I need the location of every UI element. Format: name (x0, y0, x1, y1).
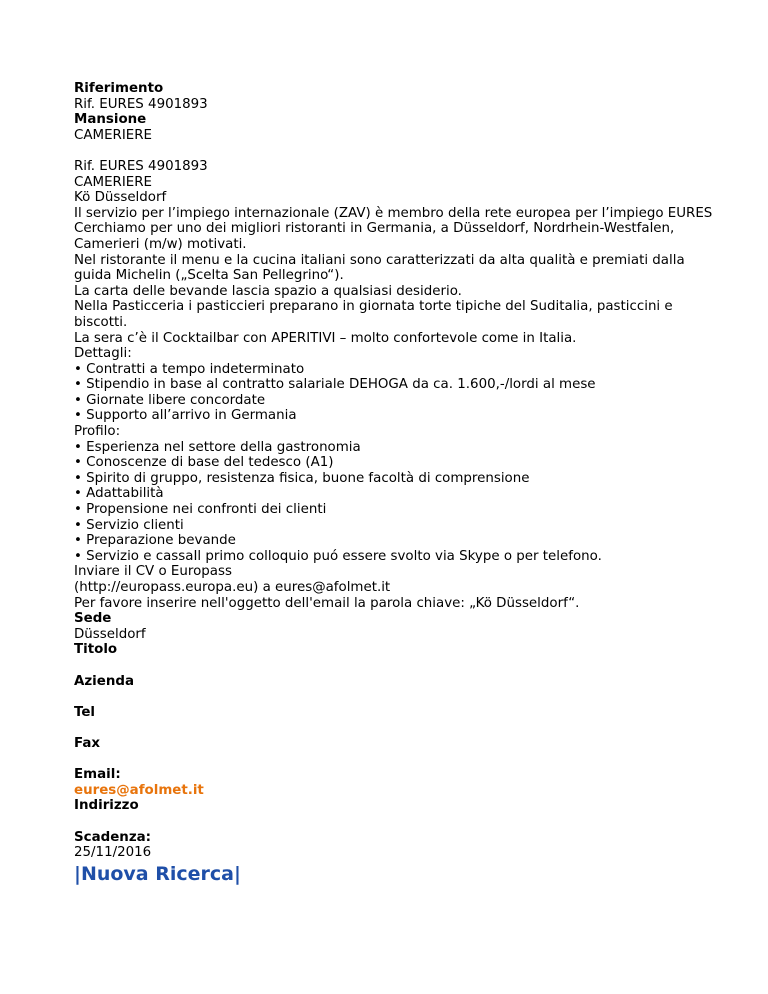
mansione-value: CAMERIERE (74, 127, 153, 143)
fax-label: Fax (74, 735, 101, 751)
description-line: Per favore inserire nell'oggetto dell'email la parola chiave: „Kö Düsseldorf“. (74, 595, 580, 611)
bullet-item: • Contratti a tempo indeterminato (74, 361, 305, 377)
description-line: Kö Düsseldorf (74, 190, 167, 206)
bullet-item: • Preparazione bevande (74, 533, 236, 549)
riferimento-label: Riferimento (74, 81, 164, 96)
spacer (74, 752, 714, 768)
sede-value: Düsseldorf (74, 626, 146, 642)
description-line: (http://europass.europa.eu) a eures@afolmet.it (74, 580, 391, 595)
tel-label: Tel (74, 704, 96, 720)
titolo-label: Titolo (74, 642, 118, 658)
spacer (74, 814, 714, 830)
bullet-item: • Esperienza nel settore della gastronomia (74, 439, 361, 455)
bullet-item: • Propensione nei confronti dei clienti (74, 502, 327, 518)
nuova-ricerca-link[interactable]: |Nuova Ricerca| (74, 862, 241, 885)
description-line: Cerchiamo per uno dei migliori ristoranti in Germania, a Düsseldorf, Nordrhein-Westfalen, Camerieri (m/w) motivati. (74, 221, 675, 252)
bullet-item: • Stipendio in base al contratto salariale DEHOGA da ca. 1.600,-/lordi al mese (74, 377, 596, 393)
description-line: CAMERIERE (74, 174, 153, 190)
mansione-label: Mansione (74, 112, 147, 128)
spacer (74, 720, 714, 736)
spacer (74, 143, 714, 159)
job-listing (74, 81, 714, 886)
bullet-item: • Supporto all’arrivo in Germania (74, 408, 297, 424)
description-line: Nella Pasticceria i pasticcieri preparano in giornata torte tipiche del Suditalia, pasticcini e biscotti. (74, 299, 673, 330)
bullet-item: • Servizio clienti (74, 517, 184, 533)
bullet-item: • Servizio e cassaIl primo colloquio puó essere svolto via Skype o per telefono. (74, 548, 602, 564)
description-line: Il servizio per l’impiego internazionale (ZAV) è membro della rete europea per l’impiego EURES (74, 205, 713, 221)
email-link[interactable]: eures@afolmet.it (74, 782, 204, 798)
profilo-heading: Profilo: (74, 424, 121, 440)
spacer (74, 689, 714, 705)
dettagli-heading: Dettagli: (74, 346, 132, 362)
description-line: La carta delle bevande lascia spazio a qualsiasi desiderio. (74, 283, 462, 299)
scadenza-value: 25/11/2016 (74, 845, 152, 861)
spacer (74, 658, 714, 674)
sede-label: Sede (74, 611, 112, 627)
scadenza-label: Scadenza: (74, 829, 152, 845)
description-line: Rif. EURES 4901893 (74, 158, 208, 174)
bullet-item: • Adattabilità (74, 486, 164, 502)
bullet-item: • Spirito di gruppo, resistenza fisica, buone facoltà di comprensione (74, 470, 530, 486)
bullet-item: • Conoscenze di base del tedesco (A1) (74, 455, 334, 471)
email-label: Email: (74, 767, 121, 783)
bullet-item: • Giornate libere concordate (74, 392, 266, 408)
job-description (74, 159, 714, 611)
description-line: Nel ristorante il menu e la cucina italiani sono caratterizzati da alta qualità e premiati dalla guida Michelin („Scelta San Pellegrino“). (74, 252, 685, 284)
description-line: La sera c’è il Cocktailbar con APERITIVI – molto confortevole come in Italia. (74, 330, 577, 346)
description-line: Inviare il CV o Europass (74, 564, 232, 580)
indirizzo-label: Indirizzo (74, 798, 139, 814)
azienda-label: Azienda (74, 673, 134, 689)
riferimento-value: Rif. EURES 4901893 (74, 96, 208, 112)
